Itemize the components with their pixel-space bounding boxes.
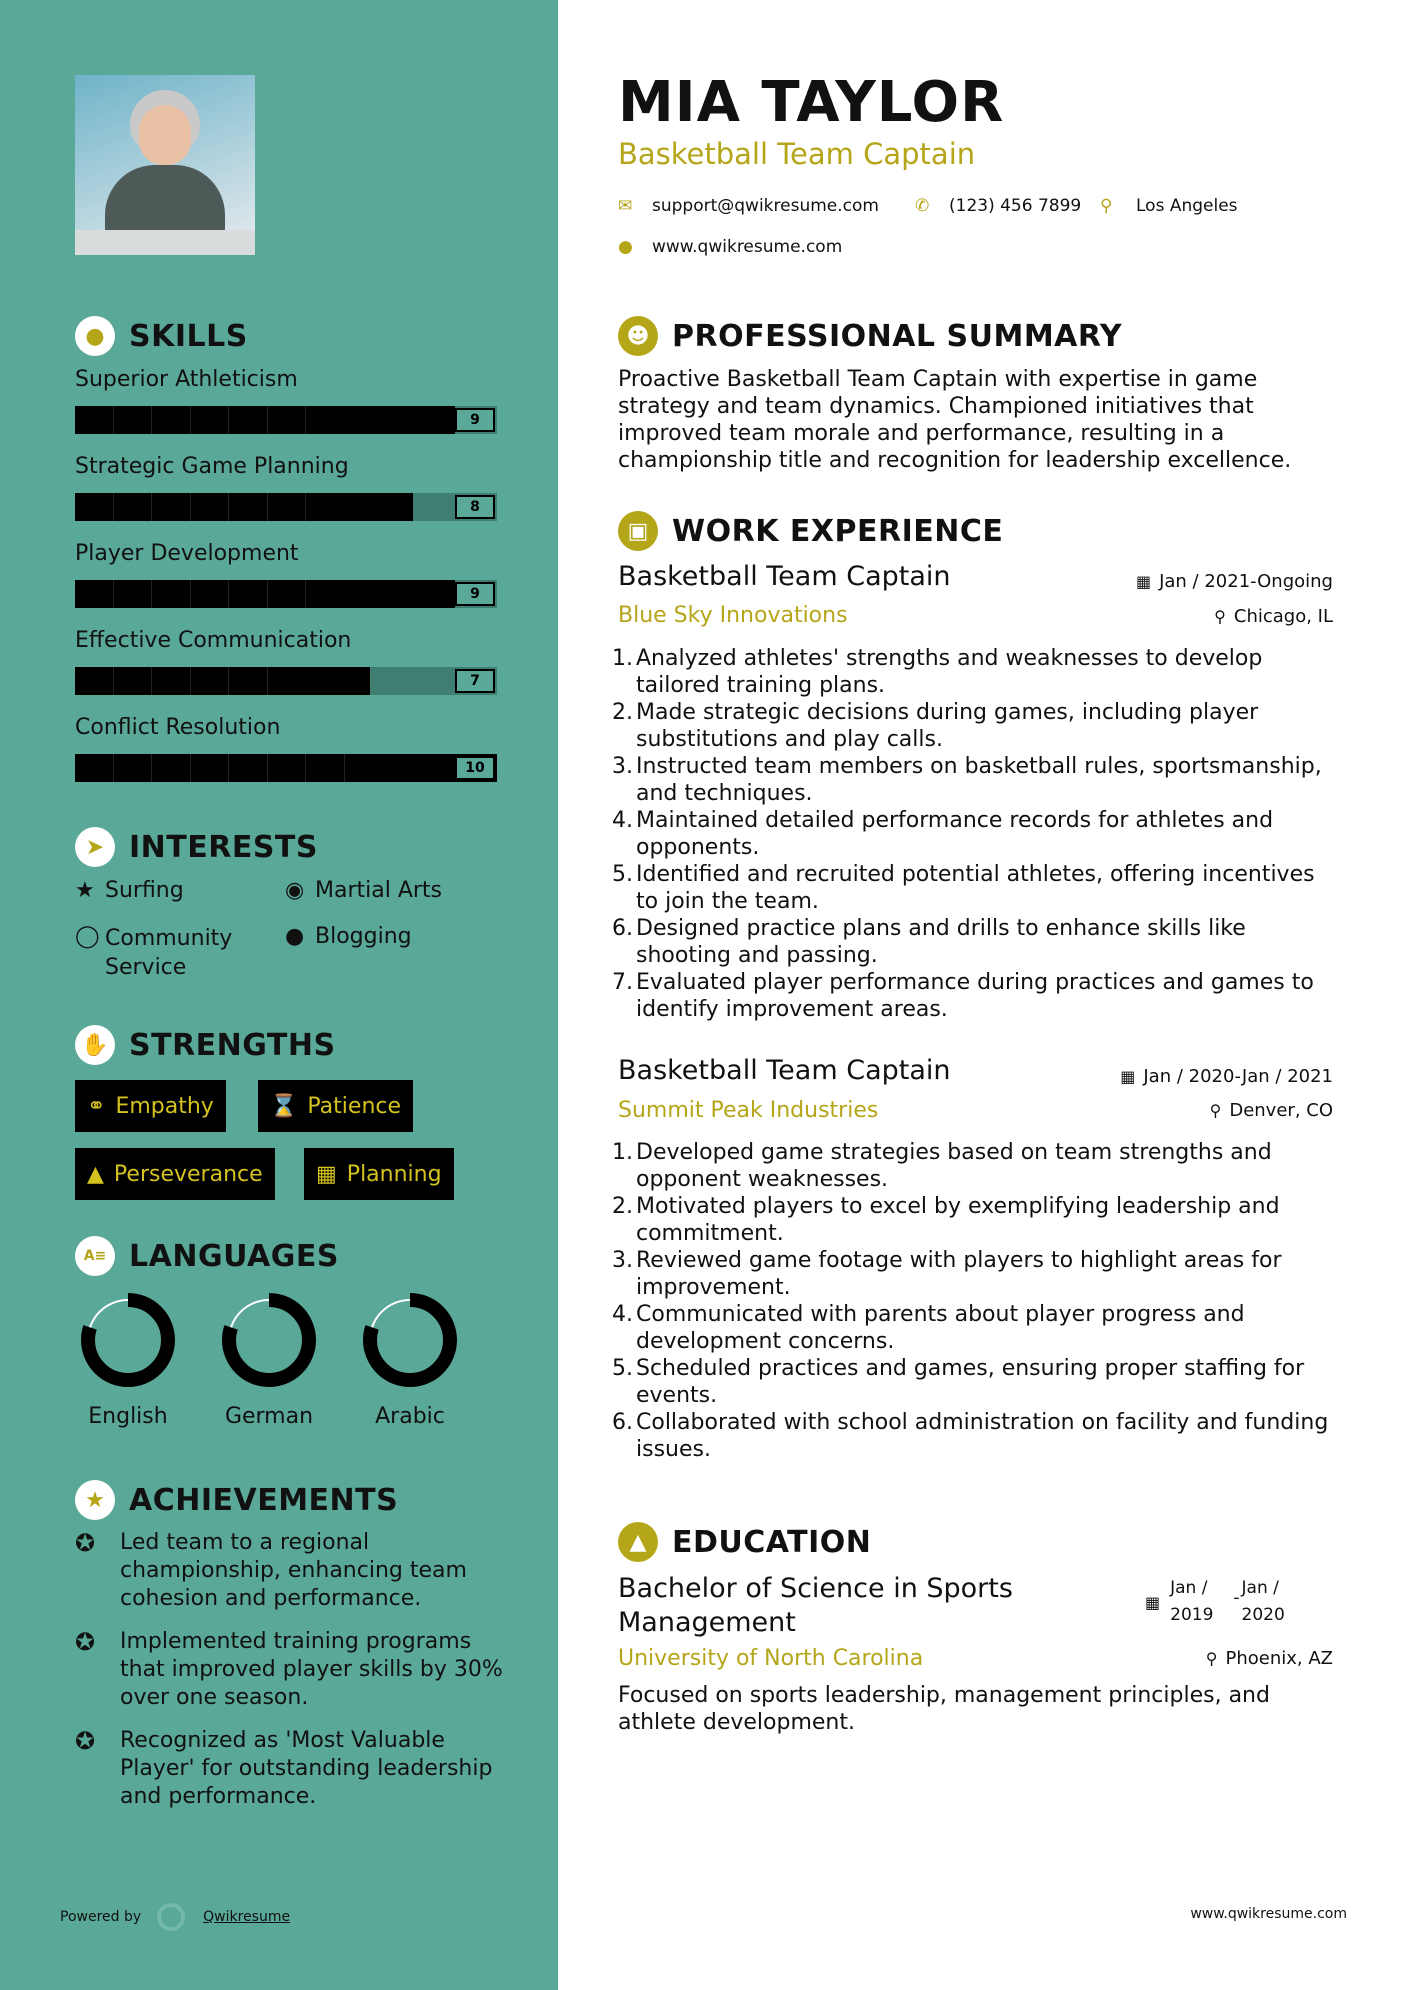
language-ring: [362, 1292, 458, 1388]
education-text: Focused on sports leadership, management principles, and athlete development.: [618, 1683, 1270, 1735]
users-icon: ●: [285, 924, 305, 949]
list-item: 2. Motivated players to excel by exemplifying leadership and commitment.: [612, 1194, 1280, 1246]
envelope-icon: ✉: [618, 196, 633, 216]
shooting-star-icon: ✪: [75, 1628, 96, 1656]
skill-bar: [75, 667, 497, 695]
education-dates: ▦ Jan / 2019 - Jan / 2020: [1145, 1575, 1285, 1629]
skill-score: 10: [455, 756, 495, 780]
globe-icon: ◉: [285, 878, 305, 903]
job-company: Blue Sky Innovations: [618, 603, 848, 628]
skill-bar: [75, 493, 497, 521]
interest-item: ● Blogging: [285, 924, 412, 949]
list-item: 1. Analyzed athletes' strengths and weaknesses to develop tailored training plans.: [612, 646, 1263, 698]
job-bullets: [612, 645, 1342, 1023]
calendar-icon: ▦: [1135, 572, 1152, 591]
language-ring: [221, 1292, 317, 1388]
calendar-icon: ▦: [1120, 1067, 1136, 1086]
strength-badge: ▲ Perseverance: [75, 1148, 275, 1200]
candidate-role: Basketball Team Captain: [618, 137, 976, 171]
skill-bar: [75, 580, 497, 608]
strength-badge: ⌛ Patience: [258, 1080, 413, 1132]
calendar-icon: ▦: [316, 1161, 337, 1187]
experience-heading: ▣ WORK EXPERIENCE: [618, 511, 1003, 551]
skill-name: Superior Athleticism: [75, 367, 298, 392]
list-item: 3. Reviewed game footage with players to highlight areas for improvement.: [612, 1248, 1282, 1300]
achievement-item: ✪ Implemented training programs that improved player skills by 30% over one season.: [75, 1628, 503, 1710]
language-label: German: [224, 1404, 314, 1429]
language-item: [80, 1292, 176, 1429]
globe-icon: ●: [618, 237, 633, 257]
map-pin-icon: ⚲: [1100, 196, 1113, 216]
skill-name: Effective Communication: [75, 628, 352, 653]
skill-score: 9: [455, 582, 495, 606]
hourglass-icon: ⌛: [270, 1093, 298, 1119]
powered-by: Powered by Qwikresume: [60, 1903, 290, 1931]
footer-website[interactable]: www.qwikresume.com: [1190, 1906, 1347, 1922]
languages-heading: A≡ LANGUAGES: [75, 1236, 339, 1276]
job-location: ⚲ Denver, CO: [1209, 1100, 1333, 1121]
skills-heading: ● SKILLS: [75, 316, 248, 356]
skill-score: 7: [455, 669, 495, 693]
road-icon: ▲: [87, 1161, 104, 1187]
fist-icon: ✋: [75, 1025, 115, 1065]
language-label: Arabic: [375, 1404, 445, 1429]
interest-item: ★ Surfing: [75, 878, 184, 903]
shield-icon: ◯: [75, 924, 100, 949]
language-item: [221, 1292, 317, 1429]
qwikresume-logo-icon: [157, 1903, 185, 1931]
contact-website[interactable]: ● www.qwikresume.com: [618, 237, 843, 257]
star-burst-icon: ★: [75, 1480, 115, 1520]
list-item: 6. Designed practice plans and drills to enhance skills like shooting and passing.: [612, 916, 1246, 968]
job-dates: ▦ Jan / 2021-Ongoing: [1135, 571, 1333, 592]
calendar-icon: ▦: [1145, 1593, 1161, 1612]
job-title: Basketball Team Captain: [618, 561, 951, 592]
achievement-item: ✪ Led team to a regional championship, enhancing team cohesion and performance.: [75, 1529, 467, 1611]
list-item: 7. Evaluated player performance during practices and games to identify improvement areas.: [612, 970, 1314, 1022]
degree-title: Bachelor of Science in Sports Management: [618, 1573, 1013, 1638]
skill-name: Strategic Game Planning: [75, 454, 349, 479]
candidate-name: MIA TAYLOR: [618, 70, 1005, 135]
pushpin-icon: ⚲: [1214, 607, 1226, 626]
school-name: University of North Carolina: [618, 1646, 924, 1671]
skill-bar: [75, 754, 497, 782]
strength-badge: ⚭ Empathy: [75, 1080, 226, 1132]
office-chair-icon: ▣: [618, 511, 658, 551]
interest-item: ◯ Community Service: [75, 924, 233, 980]
paper-plane-icon: ➤: [75, 827, 115, 867]
shooting-star-icon: ✪: [75, 1727, 96, 1755]
skill-name: Conflict Resolution: [75, 715, 281, 740]
job-title: Basketball Team Captain: [618, 1055, 951, 1086]
interest-item: ◉ Martial Arts: [285, 878, 443, 903]
job-bullets: [612, 1139, 1342, 1463]
profile-photo: [75, 75, 255, 255]
school-location: ⚲ Phoenix, AZ: [1205, 1648, 1333, 1669]
sidebar: [0, 0, 558, 1990]
list-item: 6. Collaborated with school administration on facility and funding issues.: [612, 1410, 1329, 1462]
user-icon: ☻: [618, 316, 658, 356]
list-item: 3. Instructed team members on basketball rules, sportsmanship, and techniques.: [612, 754, 1322, 806]
job-company: Summit Peak Industries: [618, 1098, 879, 1123]
contact-email[interactable]: ✉ support@qwikresume.com: [618, 196, 879, 216]
qwikresume-link[interactable]: Qwikresume: [203, 1909, 291, 1925]
list-item: 4. Communicated with parents about player progress and development concerns.: [612, 1302, 1245, 1354]
job-dates: ▦ Jan / 2020-Jan / 2021: [1120, 1066, 1333, 1087]
lightbulb-icon: ●: [75, 316, 115, 356]
list-item: 1. Developed game strategies based on team strengths and opponent weaknesses.: [612, 1140, 1272, 1192]
education-heading: ▲ EDUCATION: [618, 1522, 871, 1562]
graduation-icon: ▲: [618, 1522, 658, 1562]
skill-score: 9: [455, 408, 495, 432]
handshake-icon: ⚭: [87, 1093, 106, 1119]
star-icon: ★: [75, 878, 95, 903]
phone-icon: ✆: [915, 196, 930, 216]
list-item: 5. Identified and recruited potential athletes, offering incentives to join the team.: [612, 862, 1315, 914]
achievement-item: ✪ Recognized as 'Most Valuable Player' for outstanding leadership and performance.: [75, 1727, 493, 1809]
skill-score: 8: [455, 495, 495, 519]
list-item: 4. Maintained detailed performance records for athletes and opponents.: [612, 808, 1274, 860]
language-icon: A≡: [75, 1236, 115, 1276]
contact-location: ⚲ Los Angeles: [1100, 196, 1238, 216]
strength-badge: ▦ Planning: [304, 1148, 454, 1200]
pushpin-icon: ⚲: [1209, 1101, 1222, 1120]
list-item: 2. Made strategic decisions during games, including player substitutions and play calls.: [612, 700, 1259, 752]
skill-bar: [75, 406, 497, 434]
job-location: ⚲ Chicago, IL: [1214, 606, 1333, 627]
language-label: English: [88, 1404, 168, 1429]
achievements-heading: ★ ACHIEVEMENTS: [75, 1480, 398, 1520]
summary-text: Proactive Basketball Team Captain with expertise in game strategy and team dynamics. Championed initiatives that improved team morale and performance, resulting in a championship title and recognition for leadership excellence.: [618, 367, 1292, 473]
interests-heading: ➤ INTERESTS: [75, 827, 318, 867]
pushpin-icon: ⚲: [1205, 1649, 1218, 1668]
summary-heading: ☻ PROFESSIONAL SUMMARY: [618, 316, 1122, 356]
language-item: [362, 1292, 458, 1429]
skill-name: Player Development: [75, 541, 299, 566]
strengths-heading: ✋ STRENGTHS: [75, 1025, 336, 1065]
shooting-star-icon: ✪: [75, 1529, 96, 1557]
language-ring: [80, 1292, 176, 1388]
list-item: 5. Scheduled practices and games, ensuring proper staffing for events.: [612, 1356, 1305, 1408]
contact-phone[interactable]: ✆ (123) 456 7899: [915, 196, 1082, 216]
